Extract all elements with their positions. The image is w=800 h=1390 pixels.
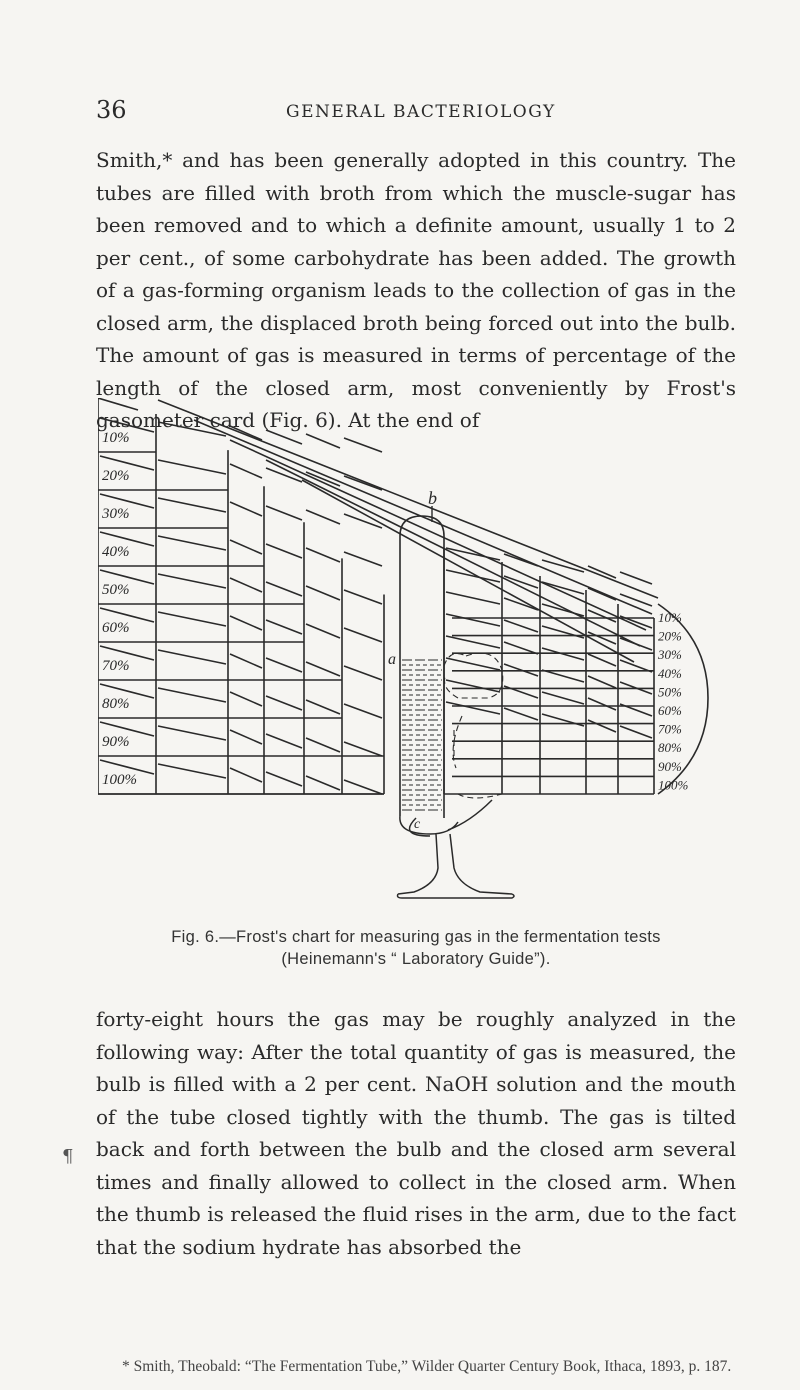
right-grid-diagonal (588, 720, 616, 732)
left-grid-diagonal (230, 578, 262, 592)
left-grid-corner (98, 398, 138, 410)
sweep-line (230, 440, 646, 630)
right-scale-label: 90% (658, 758, 682, 774)
sweep-line (158, 400, 658, 598)
right-grid-diagonal (446, 592, 500, 604)
left-grid-diagonal (158, 726, 226, 740)
left-grid-diagonal (344, 742, 382, 756)
label-b: b (428, 488, 437, 508)
left-grid-diagonal (306, 624, 340, 638)
right-grid-diagonal (588, 632, 616, 644)
fermentation-tube-closed-arm (400, 516, 444, 818)
left-grid-diagonal (266, 696, 302, 710)
caption-line-1: Fig. 6.—Frost's chart for measuring gas in the fermentation tests (171, 928, 661, 946)
left-grid-diagonal (158, 612, 226, 626)
left-grid-diagonal (158, 764, 226, 778)
left-scale-label: 30% (102, 506, 130, 522)
left-grid-diagonal (344, 590, 382, 604)
left-grid-diagonal (306, 700, 340, 714)
left-grid-diagonal (266, 734, 302, 748)
left-grid-diagonal (266, 658, 302, 672)
right-scale-label: 70% (658, 721, 682, 737)
gasometer-card-drawing (98, 398, 718, 908)
caption-line-2: (Heinemann's “ Laboratory Guide”). (281, 950, 551, 968)
left-grid-diagonal (230, 464, 262, 478)
left-scale-label: 50% (102, 582, 130, 598)
right-grid-diagonal (504, 620, 538, 632)
left-grid-diagonal (266, 772, 302, 786)
left-grid-diagonal (266, 620, 302, 634)
left-grid-diagonal (158, 574, 226, 588)
left-scale-label: 80% (102, 696, 130, 712)
right-grid-diagonal (504, 708, 538, 720)
left-grid-diagonal (158, 498, 226, 512)
left-grid-diagonal (306, 434, 340, 448)
left-grid-diagonal (306, 586, 340, 600)
left-scale-label: 20% (102, 468, 130, 484)
left-grid-diagonal (158, 688, 226, 702)
left-grid-diagonal (266, 430, 302, 444)
right-grid-diagonal (588, 676, 616, 688)
page-header (96, 96, 736, 136)
right-grid-diagonal (588, 698, 616, 710)
running-head: GENERAL BACTERIOLOGY (286, 102, 556, 122)
left-grid-diagonal (306, 738, 340, 752)
figure-caption (96, 926, 736, 970)
right-grid-diagonal (620, 726, 652, 738)
left-grid-diagonal (158, 650, 226, 664)
left-grid-diagonal (230, 768, 262, 782)
right-scale-label: 40% (658, 665, 682, 681)
left-grid-diagonal (344, 628, 382, 642)
left-grid-diagonal (306, 548, 340, 562)
paragraph-2: forty-eight hours the gas may be roughly analyzed in the following way: After the total quantity of gas is measured, the bulb is filled with a 2 per cent. NaOH solution and the mouth of the tube closed tightly with the thumb. The gas is tilted back and forth between the bulb and the closed arm several times and finally allowed to collect in the closed arm. When the thumb is released the fluid rises in the arm, due to the fact that the sodium hydrate has absorbed the (96, 1007, 736, 1259)
left-grid-diagonal (306, 776, 340, 790)
right-grid-diagonal (620, 594, 652, 606)
liquid-hatching (402, 660, 442, 810)
right-grid-diagonal (588, 588, 616, 600)
right-grid-diagonal (588, 610, 616, 622)
right-scale-label: 80% (658, 740, 682, 756)
sweep-line (302, 480, 634, 662)
right-grid-diagonal (588, 654, 616, 666)
right-scale-label: 100% (658, 777, 689, 793)
left-grid-diagonal (230, 540, 262, 554)
label-a: a (388, 651, 396, 668)
right-scale-labels (657, 610, 689, 792)
right-grid-diagonal (446, 658, 500, 670)
fermentation-tube-base (398, 800, 515, 898)
footnote: * Smith, Theobald: “The Fermentation Tube,” Wilder Quarter Century Book, Ithaca, 1893, p. 187. (122, 1358, 732, 1375)
right-grid-diagonal (446, 680, 500, 692)
right-scale-label: 60% (658, 703, 682, 718)
left-grid-diagonal (230, 616, 262, 630)
left-grid-diagonal (158, 536, 226, 550)
left-grid-diagonal (230, 692, 262, 706)
left-grid-diagonal (344, 476, 382, 490)
left-grid-diagonal (344, 666, 382, 680)
left-grid-diagonal (344, 552, 382, 566)
left-scale-label: 40% (102, 544, 130, 560)
left-grid-diagonal (306, 510, 340, 524)
margin-mark: ¶ (62, 1146, 74, 1167)
right-grid-diagonal (504, 642, 538, 654)
label-c: c (414, 817, 421, 832)
left-grid-diagonal (266, 506, 302, 520)
left-grid-diagonal (266, 582, 302, 596)
left-grid-diagonal (344, 438, 382, 452)
left-scale-label: 100% (102, 772, 137, 788)
left-scale-label: 90% (102, 734, 130, 750)
frost-gasometer-figure (98, 398, 718, 908)
right-grid-diagonal (542, 692, 584, 704)
right-grid-diagonal (542, 670, 584, 682)
left-grid-diagonal (230, 502, 262, 516)
left-grid-diagonal (158, 460, 226, 474)
right-scale-label: 20% (658, 628, 682, 644)
left-scale-label: 10% (102, 430, 130, 446)
right-scale-label: 10% (658, 610, 682, 625)
right-scale-label: 30% (658, 647, 682, 663)
left-scale-label: 60% (102, 620, 130, 636)
page-number: 36 (96, 96, 127, 124)
left-grid-diagonal (344, 704, 382, 718)
left-grid-diagonal (266, 544, 302, 558)
sweep-line (194, 420, 652, 614)
right-grid-diagonal (446, 702, 500, 714)
right-scale-label: 50% (658, 684, 682, 700)
left-grid-diagonal (344, 780, 382, 794)
right-grid-diagonal (446, 614, 500, 626)
left-grid-diagonal (230, 730, 262, 744)
left-grid (98, 398, 384, 794)
right-grid-diagonal (446, 636, 500, 648)
right-grid-diagonal (620, 572, 652, 584)
left-grid-diagonal (230, 654, 262, 668)
left-scale-label: 70% (102, 658, 130, 674)
paragraph-1: Smith,* and has been generally adopted in this country. The tubes are filled with broth from which the muscle-sugar has been removed and to which a definite amount, usually 1 to 2 per cent., of some carbohydrate has been added. The growth of a gas-forming organism leads to the collection of gas in the closed arm, the displaced broth being forced out into the bulb. The amount of gas is measured in terms of percentage of the length of the closed arm, most conveniently by Frost's gasometer card (Fig. 6). At the end of (96, 148, 736, 432)
left-grid-diagonal (306, 662, 340, 676)
